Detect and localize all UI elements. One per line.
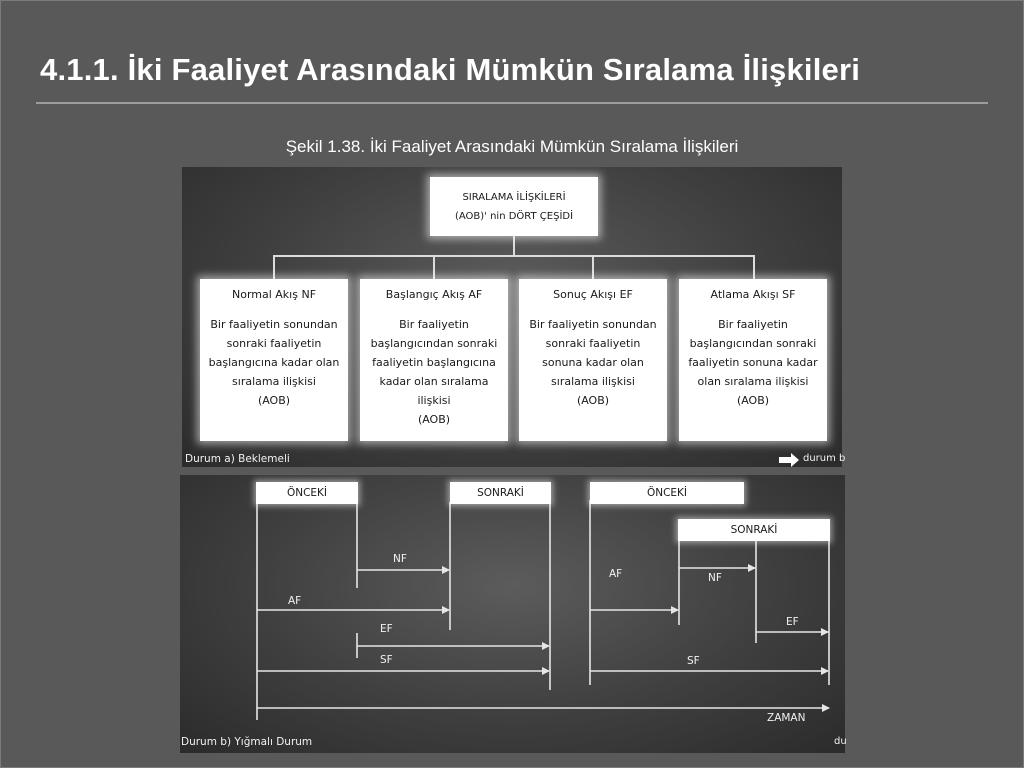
desc-line: (AOB) <box>736 394 770 407</box>
desc-line: faaliyetin sonuna kadar <box>688 356 818 369</box>
af-label: AF <box>288 595 302 607</box>
desc-line: (AOB) <box>417 413 451 426</box>
desc-line: Bir faaliyetin sonundan <box>210 318 338 331</box>
next-activity-box: SONRAKİ <box>450 482 551 504</box>
time-axis-label: ZAMAN <box>767 712 806 724</box>
desc-line: Bir faaliyetin sonundan <box>529 318 657 331</box>
r-next-activity-box: SONRAKİ <box>678 519 830 541</box>
prev-activity-box: ÖNCEKİ <box>256 482 358 504</box>
root-line-1: SIRALAMA İLİŞKİLERİ <box>462 192 566 203</box>
relationship-types-panel <box>182 167 846 467</box>
desc-line: başlangıcından sonraki <box>370 337 498 350</box>
panel-a-footer-label: Durum a) Beklemeli <box>185 453 290 465</box>
box-heading: Başlangıç Akış AF <box>385 288 483 301</box>
r-nf-label: NF <box>708 572 722 584</box>
desc-line: (AOB) <box>576 394 610 407</box>
panel-b-footer-label: Durum b) Yığmalı Durum <box>181 736 313 748</box>
desc-line: sonuna kadar olan <box>542 356 644 369</box>
r-ef-label: EF <box>786 616 799 628</box>
timing-diagram-panel <box>180 475 845 753</box>
desc-line: başlangıcından sonraki <box>689 337 817 350</box>
box-heading: Atlama Akışı SF <box>710 288 796 301</box>
desc-line: Bir faaliyetin <box>718 318 788 331</box>
root-line-2: (AOB)' nin DÖRT ÇEŞİDİ <box>454 211 574 222</box>
r-sf-label: SF <box>687 655 700 667</box>
title-underline <box>36 102 988 104</box>
sf-label: SF <box>380 654 393 666</box>
desc-line: sonraki faaliyetin <box>545 337 641 350</box>
arrow-right-icon <box>182 167 842 467</box>
r-af-label: AF <box>609 568 623 580</box>
box-heading: Normal Akış NF <box>231 288 317 301</box>
desc-line: Bir faaliyetin <box>399 318 469 331</box>
box-heading: Sonuç Akışı EF <box>553 288 633 301</box>
slide-title: 4.1.1. İki Faaliyet Arasındaki Mümkün Sıralama İlişkileri <box>40 52 861 87</box>
panel-a-footer-next: durum b <box>803 453 846 464</box>
nf-label: NF <box>393 553 407 565</box>
desc-line: (AOB) <box>257 394 291 407</box>
ef-label: EF <box>380 623 393 635</box>
timing-lines <box>180 475 845 753</box>
desc-line: kadar olan sıralama <box>379 375 489 388</box>
desc-line: sonraki faaliyetin <box>226 337 322 350</box>
desc-line: başlangıcına kadar olan <box>208 356 340 369</box>
r-prev-activity-box: ÖNCEKİ <box>590 482 744 504</box>
desc-line: ilişkisi <box>417 394 451 407</box>
desc-line: sıralama ilişkisi <box>232 375 316 388</box>
desc-line: sıralama ilişkisi <box>551 375 635 388</box>
desc-line: faaliyetin başlangıcına <box>372 356 496 369</box>
figure-caption: Şekil 1.38. İki Faaliyet Arasındaki Mümkün Sıralama İlişkileri <box>285 137 739 156</box>
panel-b-footer-next: du <box>834 736 847 747</box>
desc-line: olan sıralama ilişkisi <box>697 375 809 388</box>
